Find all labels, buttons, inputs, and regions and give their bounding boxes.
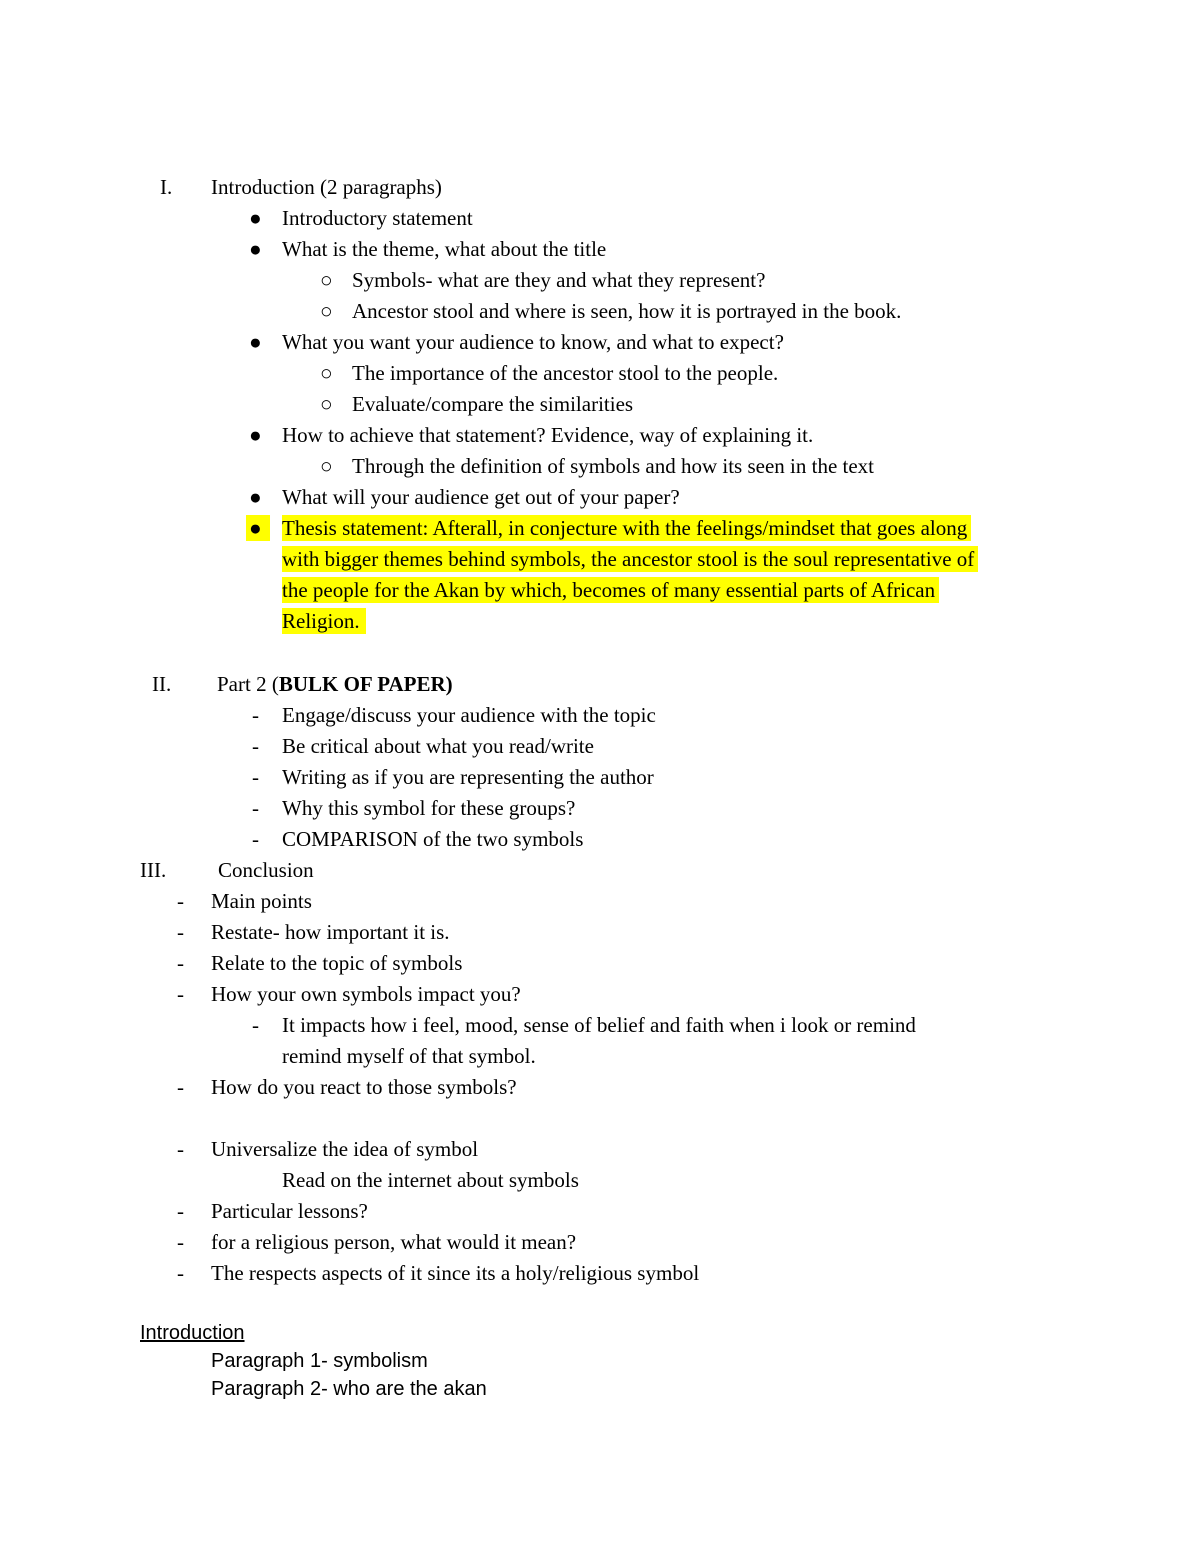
list-item: Evaluate/compare the similarities: [352, 392, 634, 416]
intro-heading: Introduction: [140, 1322, 245, 1344]
list-item: Main points: [211, 889, 312, 913]
list-item: What is the theme, what about the title: [282, 237, 607, 261]
bullet-marker: ●: [249, 237, 262, 261]
intro-paragraph: Paragraph 1- symbolism: [211, 1350, 428, 1372]
dash-marker: -: [177, 1261, 184, 1285]
bullet-marker: ●: [249, 423, 262, 447]
list-item: Writing as if you are representing the author: [282, 765, 654, 789]
thesis-bullet-marker: ●: [246, 515, 270, 541]
list-item: Symbols- what are they and what they represent?: [352, 268, 766, 292]
bullet-marker: ●: [249, 485, 262, 509]
dash-marker: -: [177, 1230, 184, 1254]
list-item: The respects aspects of it since its a holy/religious symbol: [211, 1261, 700, 1285]
list-item: COMPARISON of the two symbols: [282, 827, 584, 851]
list-item: How your own symbols impact you?: [211, 982, 521, 1006]
dash-marker: -: [252, 827, 259, 851]
thesis-line: Thesis statement: Afterall, in conjecture with the feelings/mindset that goes along: [282, 515, 971, 541]
dash-marker: -: [252, 1013, 259, 1037]
list-item: What you want your audience to know, and what to expect?: [282, 330, 784, 354]
list-item: Restate- how important it is.: [211, 920, 450, 944]
section-numeral: III.: [140, 858, 167, 882]
section-numeral: II.: [152, 672, 172, 696]
dash-marker: -: [252, 734, 259, 758]
list-item-continuation: remind myself of that symbol.: [282, 1044, 536, 1068]
list-item: Particular lessons?: [211, 1199, 368, 1223]
list-item: Why this symbol for these groups?: [282, 796, 576, 820]
dash-marker: -: [177, 1199, 184, 1223]
section-numeral: I.: [160, 175, 173, 199]
list-item: Universalize the idea of symbol: [211, 1137, 479, 1161]
dash-marker: -: [252, 796, 259, 820]
sub-bullet-marker: ○: [320, 361, 333, 385]
list-item: Relate to the topic of symbols: [211, 951, 463, 975]
section-title: Part 2 (BULK OF PAPER): [217, 672, 453, 696]
list-item: Through the definition of symbols and how its seen in the text: [352, 454, 875, 478]
sub-bullet-marker: ○: [320, 392, 333, 416]
dash-marker: -: [177, 1137, 184, 1161]
list-item: Introductory statement: [282, 206, 473, 230]
section-title: Introduction (2 paragraphs): [211, 175, 442, 199]
dash-marker: -: [177, 951, 184, 975]
list-item: How do you react to those symbols?: [211, 1075, 517, 1099]
list-item: It impacts how i feel, mood, sense of belief and faith when i look or remind: [282, 1013, 916, 1037]
list-item: What will your audience get out of your paper?: [282, 485, 680, 509]
bullet-marker: ●: [249, 330, 262, 354]
dash-marker: -: [177, 982, 184, 1006]
list-item-note: Read on the internet about symbols: [282, 1168, 579, 1192]
dash-marker: -: [177, 889, 184, 913]
thesis-line: Religion.: [282, 608, 366, 634]
sub-bullet-marker: ○: [320, 299, 333, 323]
dash-marker: -: [252, 703, 259, 727]
dash-marker: -: [177, 920, 184, 944]
thesis-line: the people for the Akan by which, becomes of many essential parts of African: [282, 577, 939, 603]
list-item: for a religious person, what would it mean?: [211, 1230, 577, 1254]
dash-marker: -: [177, 1075, 184, 1099]
section-title: Conclusion: [218, 858, 314, 882]
intro-paragraph: Paragraph 2- who are the akan: [211, 1378, 487, 1400]
list-item: How to achieve that statement? Evidence, way of explaining it.: [282, 423, 814, 447]
sub-bullet-marker: ○: [320, 268, 333, 292]
dash-marker: -: [252, 765, 259, 789]
thesis-line: with bigger themes behind symbols, the ancestor stool is the soul representative of: [282, 546, 978, 572]
list-item: Engage/discuss your audience with the topic: [282, 703, 656, 727]
sub-bullet-marker: ○: [320, 454, 333, 478]
list-item: Ancestor stool and where is seen, how it is portrayed in the book.: [352, 299, 902, 323]
list-item: Be critical about what you read/write: [282, 734, 594, 758]
bullet-marker: ●: [249, 206, 262, 230]
list-item: The importance of the ancestor stool to the people.: [352, 361, 779, 385]
